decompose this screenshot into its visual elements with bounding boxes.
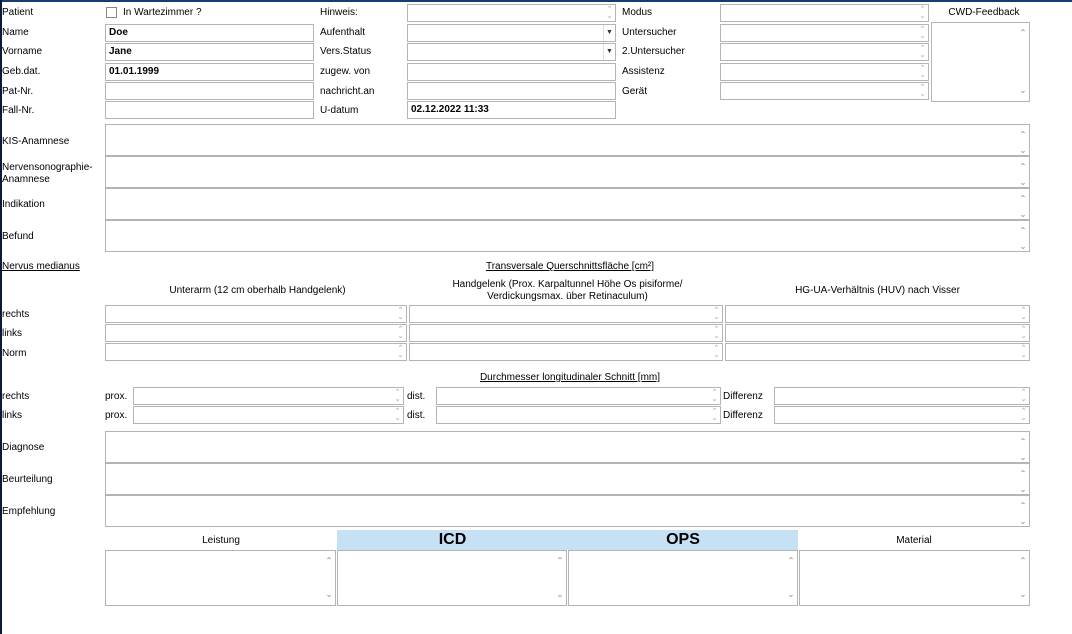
name-field[interactable]: Doe bbox=[105, 24, 314, 42]
prox-rechts-label: prox. bbox=[105, 391, 128, 402]
scrollbar[interactable]: ⌃ ⌄ bbox=[1019, 226, 1027, 251]
cwd-feedback-textarea[interactable] bbox=[931, 22, 1030, 102]
ops-header: OPS bbox=[568, 530, 798, 550]
handgelenk-links-field[interactable] bbox=[409, 324, 723, 342]
nerv-anamnese-textarea[interactable] bbox=[105, 156, 1030, 188]
spin-icon[interactable]: ⌃ ⌄ bbox=[919, 65, 926, 79]
diagnose-label: Diagnose bbox=[2, 442, 45, 453]
nachricht-label: nachricht.an bbox=[320, 86, 375, 97]
udatum-field[interactable]: 02.12.2022 11:33 bbox=[407, 101, 616, 119]
handgelenk-norm-field[interactable] bbox=[409, 343, 723, 361]
unterarm-rechts-field[interactable] bbox=[105, 305, 407, 323]
spin-icon[interactable]: ⌃ ⌄ bbox=[394, 408, 401, 422]
col-huv-header: HG-UA-Verhältnis (HUV) nach Visser bbox=[795, 285, 960, 296]
firstname-field[interactable]: Jane bbox=[105, 43, 314, 61]
spin-icon[interactable]: ⌃ ⌄ bbox=[394, 389, 401, 403]
nerv-anamnese-label-line2: Anamnese bbox=[2, 174, 50, 185]
leistung-textarea[interactable] bbox=[105, 550, 336, 606]
scrollbar[interactable]: ⌃ ⌄ bbox=[1019, 437, 1027, 462]
material-textarea[interactable] bbox=[799, 550, 1030, 606]
zugew-field[interactable] bbox=[407, 63, 616, 81]
spin-icon[interactable]: ⌃ ⌄ bbox=[919, 45, 926, 59]
kis-anamnese-textarea[interactable] bbox=[105, 124, 1030, 156]
dist-links-field[interactable] bbox=[436, 406, 721, 424]
icd-header: ICD bbox=[337, 530, 568, 550]
row-norm-label: Norm bbox=[2, 348, 27, 359]
untersucher2-field[interactable] bbox=[720, 43, 929, 61]
untersucher-label: Untersucher bbox=[622, 27, 677, 38]
waiting-room-checkbox[interactable] bbox=[106, 7, 117, 18]
spin-icon[interactable]: ⌃ ⌄ bbox=[397, 345, 404, 359]
untersucher-field[interactable] bbox=[720, 24, 929, 42]
firstname-label: Vorname bbox=[2, 46, 43, 57]
spin-icon[interactable]: ⌃ ⌄ bbox=[1020, 307, 1027, 321]
prox-links-label: prox. bbox=[105, 410, 128, 421]
pat-nr-label: Pat-Nr. bbox=[2, 86, 34, 97]
diff-links-field[interactable] bbox=[774, 406, 1030, 424]
diam-links-label: links bbox=[2, 410, 23, 421]
hinweis-label: Hinweis: bbox=[320, 7, 358, 18]
icd-textarea[interactable] bbox=[337, 550, 567, 606]
diff-links-label: Differenz bbox=[723, 410, 763, 421]
modus-field[interactable] bbox=[720, 4, 929, 22]
unterarm-links-field[interactable] bbox=[105, 324, 407, 342]
aufenthalt-dropdown[interactable] bbox=[407, 24, 616, 42]
geraet-field[interactable] bbox=[720, 82, 929, 100]
spin-icon[interactable]: ⌃ ⌄ bbox=[713, 345, 720, 359]
prox-links-field[interactable] bbox=[133, 406, 404, 424]
fall-nr-field[interactable] bbox=[105, 101, 314, 119]
nervus-medianus-title: Nervus medianus bbox=[2, 261, 80, 272]
untersucher2-label: 2.Untersucher bbox=[622, 46, 685, 57]
spin-icon[interactable]: ⌃ ⌄ bbox=[1020, 345, 1027, 359]
assistenz-label: Assistenz bbox=[622, 66, 665, 77]
modus-label: Modus bbox=[622, 7, 653, 18]
col-handgelenk-header-line2: Verdickungsmax. über Retinaculum) bbox=[487, 291, 648, 302]
row-rechts-label: rechts bbox=[2, 309, 30, 320]
diff-rechts-label: Differenz bbox=[723, 391, 763, 402]
vers-status-dropdown[interactable] bbox=[407, 43, 616, 61]
diagnose-textarea[interactable] bbox=[105, 431, 1030, 463]
tqf-title: Transversale Querschnittsfläche [cm²] bbox=[485, 261, 655, 272]
diff-rechts-field[interactable] bbox=[774, 387, 1030, 405]
assistenz-field[interactable] bbox=[720, 63, 929, 81]
geraet-label: Gerät bbox=[622, 86, 648, 97]
window-top-edge bbox=[0, 0, 1072, 2]
patient-label: Patient bbox=[2, 7, 34, 18]
udatum-label: U-datum bbox=[320, 105, 359, 116]
spin-icon[interactable]: ⌃ ⌄ bbox=[397, 307, 404, 321]
scrollbar[interactable]: ⌃ ⌄ bbox=[787, 556, 795, 599]
spin-icon[interactable]: ⌃ ⌄ bbox=[713, 326, 720, 340]
handgelenk-rechts-field[interactable] bbox=[409, 305, 723, 323]
dist-links-label: dist. bbox=[407, 410, 426, 421]
material-header: Material bbox=[896, 535, 932, 546]
scrollbar[interactable]: ⌃ ⌄ bbox=[1019, 28, 1027, 95]
aufenthalt-label: Aufenthalt bbox=[320, 27, 366, 38]
scrollbar[interactable]: ⌃ ⌄ bbox=[1019, 556, 1027, 599]
cwd-feedback-label: CWD-Feedback bbox=[948, 7, 1020, 18]
scrollbar[interactable]: ⌃ ⌄ bbox=[556, 556, 564, 599]
row-links-label: links bbox=[2, 328, 23, 339]
spin-icon[interactable]: ⌃ ⌄ bbox=[713, 307, 720, 321]
huv-rechts-field[interactable] bbox=[725, 305, 1030, 323]
diam-rechts-label: rechts bbox=[2, 391, 30, 402]
unterarm-norm-field[interactable] bbox=[105, 343, 407, 361]
nachricht-field[interactable] bbox=[407, 82, 616, 100]
beurteilung-textarea[interactable] bbox=[105, 463, 1030, 495]
diam-title: Durchmesser longitudinaler Schnitt [mm] bbox=[479, 372, 661, 383]
scrollbar[interactable]: ⌃ ⌄ bbox=[325, 556, 333, 599]
spin-icon[interactable]: ⌃ ⌄ bbox=[397, 326, 404, 340]
scrollbar[interactable]: ⌃ ⌄ bbox=[1019, 162, 1027, 187]
leistung-header: Leistung bbox=[202, 535, 240, 546]
scrollbar[interactable]: ⌃ ⌄ bbox=[1019, 130, 1027, 155]
dob-field[interactable]: 01.01.1999 bbox=[105, 63, 314, 81]
col-unterarm-header: Unterarm (12 cm oberhalb Handgelenk) bbox=[169, 285, 346, 296]
scrollbar[interactable]: ⌃ ⌄ bbox=[1019, 194, 1027, 219]
hinweis-field[interactable] bbox=[407, 4, 616, 22]
scrollbar[interactable]: ⌃ ⌄ bbox=[1019, 469, 1027, 494]
dropdown-arrow-icon[interactable]: ▼ bbox=[603, 44, 615, 60]
beurteilung-label: Beurteilung bbox=[2, 474, 53, 485]
fall-nr-label: Fall-Nr. bbox=[2, 105, 35, 116]
empfehlung-textarea[interactable] bbox=[105, 495, 1030, 527]
prox-rechts-field[interactable] bbox=[133, 387, 404, 405]
zugew-label: zugew. von bbox=[320, 66, 371, 77]
indikation-textarea[interactable] bbox=[105, 188, 1030, 220]
name-label: Name bbox=[2, 27, 29, 38]
kis-anamnese-label: KIS-Anamnese bbox=[2, 136, 70, 147]
spin-icon[interactable]: ⌃ ⌄ bbox=[1020, 389, 1027, 403]
pat-nr-field[interactable] bbox=[105, 82, 314, 100]
vers-status-label: Vers.Status bbox=[320, 46, 372, 57]
befund-label: Befund bbox=[2, 231, 34, 242]
spin-icon[interactable]: ⌃ ⌄ bbox=[711, 389, 718, 403]
dist-rechts-field[interactable] bbox=[436, 387, 721, 405]
spin-icon[interactable]: ⌃ ⌄ bbox=[711, 408, 718, 422]
scrollbar[interactable]: ⌃ ⌄ bbox=[1019, 501, 1027, 526]
spin-icon[interactable]: ⌃ ⌄ bbox=[919, 6, 926, 20]
spin-icon[interactable]: ⌃ ⌄ bbox=[919, 26, 926, 40]
empfehlung-label: Empfehlung bbox=[2, 506, 56, 517]
huv-links-field[interactable] bbox=[725, 324, 1030, 342]
dist-rechts-label: dist. bbox=[407, 391, 426, 402]
spin-icon[interactable]: ⌃ ⌄ bbox=[919, 84, 926, 98]
spin-icon[interactable]: ⌃ ⌄ bbox=[1020, 326, 1027, 340]
indikation-label: Indikation bbox=[2, 199, 45, 210]
dropdown-arrow-icon[interactable]: ▼ bbox=[603, 25, 615, 41]
dob-label: Geb.dat. bbox=[2, 66, 41, 77]
spin-icon[interactable]: ⌃ ⌄ bbox=[606, 6, 613, 20]
col-handgelenk-header-line1: Handgelenk (Prox. Karpaltunnel Höhe Os pisiforme/ bbox=[452, 279, 683, 290]
huv-norm-field[interactable] bbox=[725, 343, 1030, 361]
befund-textarea[interactable] bbox=[105, 220, 1030, 252]
nerv-anamnese-label-line1: Nervensonographie- bbox=[2, 162, 93, 173]
spin-icon[interactable]: ⌃ ⌄ bbox=[1020, 408, 1027, 422]
waiting-room-label: In Wartezimmer ? bbox=[123, 7, 202, 18]
ops-textarea[interactable] bbox=[568, 550, 798, 606]
